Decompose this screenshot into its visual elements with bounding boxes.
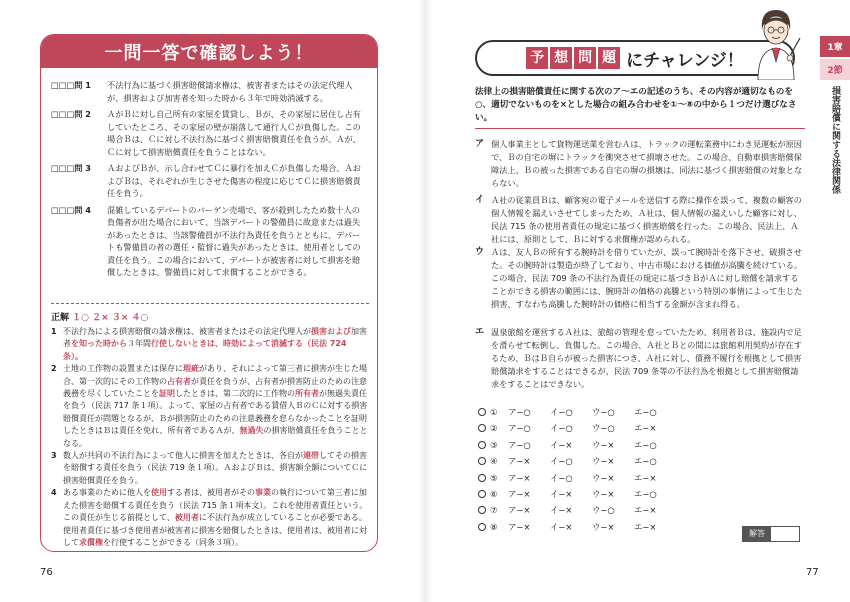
explanation-fragment: してその損害を賠償する責任を負う（民法 719 条１項）。ＡおよびＢは、損害額全額についてＣに損害賠償責任を負う。 bbox=[63, 451, 368, 485]
side-tab bbox=[820, 36, 850, 194]
explanation-list bbox=[51, 326, 369, 549]
radio-circle-icon[interactable] bbox=[478, 490, 486, 498]
choice-a: ア−○ bbox=[508, 407, 531, 417]
answer-label: 正解 bbox=[51, 313, 70, 323]
choice-i: イ−× bbox=[550, 521, 573, 532]
choice-i: イ−○ bbox=[550, 472, 573, 483]
question-intro: 法律上の損害賠償責任に関する次のア〜エの記述のうち、その内容が適切なものを○、適切でないものを×とした場合の組み合わせを①〜⑧の中から１つだけ選びなさい。 bbox=[475, 87, 797, 123]
question-item bbox=[51, 162, 367, 200]
answer-line bbox=[51, 310, 369, 323]
question-text: 混雑しているデパートのバーゲン売場で、客が殺到したため数十人の負傷者が出た場合において、当該デパートの警備員に故意または過失があったときは、当該警備員が不法行為責任を負うとともに、デパートも警備員の者の選任・監督に過失があったときは、使用者としての責任を負う。この場合において、デパートが被害者に対して損害を賠償したときは、警備員に対して求償することができる。 bbox=[107, 204, 361, 277]
quiz-box-header bbox=[41, 35, 377, 71]
key-term: 連帯 bbox=[303, 451, 319, 461]
question-item bbox=[51, 204, 367, 279]
choice-number: ⑧ bbox=[490, 521, 498, 532]
statement-e bbox=[475, 326, 805, 391]
choice-number: ① bbox=[490, 407, 498, 417]
choice-u: ウ−× bbox=[592, 489, 615, 500]
statement-key: イ bbox=[475, 195, 485, 205]
choice-list bbox=[478, 404, 808, 535]
explanation-text bbox=[63, 326, 369, 363]
question-number[interactable]: □□□問 1 bbox=[51, 80, 91, 90]
explanation-fragment: の損害賠償責任を負うこととなる。 bbox=[63, 426, 368, 448]
title-rest: にチャレンジ！ bbox=[626, 50, 744, 71]
page-number-left: 76 bbox=[40, 567, 53, 578]
radio-circle-icon[interactable] bbox=[478, 408, 486, 416]
radio-circle-icon[interactable] bbox=[478, 424, 486, 432]
key-term: 所有者 bbox=[295, 389, 319, 399]
choice-option[interactable] bbox=[478, 404, 808, 420]
explanation-fragment: する者は、被用者がその bbox=[167, 488, 255, 498]
side-tab-section: 2節 bbox=[820, 59, 850, 80]
choice-i: イ−○ bbox=[550, 423, 573, 434]
answer-marks: １○ ２× ３× ４○ bbox=[72, 313, 149, 323]
choice-option[interactable] bbox=[478, 453, 808, 469]
question-list bbox=[41, 71, 377, 279]
side-tab-chapter: 1章 bbox=[820, 36, 850, 57]
page-number-right: 77 bbox=[806, 567, 819, 578]
key-term: 損害 bbox=[311, 327, 327, 336]
choice-number: ⑥ bbox=[490, 489, 498, 500]
key-term: を知った時から bbox=[71, 339, 127, 349]
choice-e: エ−○ bbox=[634, 456, 657, 467]
choice-a: ア−× bbox=[508, 505, 531, 516]
choice-i: イ−× bbox=[550, 439, 573, 450]
explanation-fragment: 土地の工作物の設置または保存に bbox=[63, 364, 183, 374]
key-term: 使用 bbox=[151, 488, 167, 498]
explanation-fragment: お bbox=[327, 327, 335, 336]
choice-option[interactable] bbox=[478, 437, 808, 453]
side-tab-title: 損害賠償に関する法律関係 bbox=[830, 86, 840, 194]
choice-e: エ−× bbox=[634, 423, 657, 434]
challenge-title bbox=[475, 40, 795, 76]
choice-number: ⑤ bbox=[490, 472, 498, 483]
statement-key: ウ bbox=[475, 247, 485, 257]
explanation-text bbox=[63, 487, 369, 549]
explanation-fragment: に不法行為が成立していることが必要である。使用者責任に基づき使用者が被害者に損害を賠償したときは、使用者は、被用者に対して bbox=[63, 513, 367, 547]
choice-i: イ−× bbox=[550, 489, 573, 500]
question-text: ＡがＢに対し自己所有の家屋を賃貸し、Ｂが、その家屋に居住し占有していたところ、その家屋の壁が崩落して通行人Ｃが負傷した。この場合Ｂは、Ｃに対し不法行為に基づく損害賠償責任を負うが、Ａが、Ｃに対して損害賠償責任を負うことはない。 bbox=[107, 109, 361, 157]
choice-i: イ−× bbox=[550, 505, 573, 516]
key-term: 瑕疵 bbox=[183, 364, 199, 374]
choice-u: ウ−× bbox=[592, 456, 615, 467]
answer-box-label: 解答 bbox=[743, 527, 771, 541]
choice-number: ② bbox=[490, 423, 498, 434]
explanation-fragment: 不法行為による損害賠償の請求権は、被害者またはその法定代理人が bbox=[63, 327, 311, 336]
explanation-number: 2 bbox=[51, 364, 57, 374]
choice-e: エ−○ bbox=[634, 407, 657, 417]
quiz-box bbox=[40, 34, 378, 552]
explanation-item bbox=[51, 326, 369, 363]
radio-circle-icon[interactable] bbox=[478, 523, 486, 531]
statement-key: ア bbox=[475, 139, 485, 149]
statement-text: 個人事業主として貨物運送業を営むＡは、トラックの運転業務中にわき見運転が原因で、Ｂの自宅の塀にトラックを衝突させて損壊させた。この場合、自動車損害賠償保障法上、Ｂの被った損害である自宅の塀の損壊は、同法に基づく損害賠償の対象とならない。 bbox=[491, 139, 803, 188]
key-term: 求償権 bbox=[79, 537, 103, 547]
statement-text: Ａ社の従業員Ｂは、顧客宛の電子メールを送信する際に操作を誤って、複数の顧客の個人情報を漏えいさせてしまったため、Ａ社は、個人情報の漏えいした顧客に対し、民法 715 条の使用者責任の規定に基づく損害賠償を行った。この場合、民法上、Ａ社には、原則として、Ｂに対する求償権が認められる。 bbox=[491, 195, 802, 244]
key-term: 占有者 bbox=[167, 376, 191, 386]
explanation-item bbox=[51, 363, 369, 450]
explanation-fragment: が無過失責任を負う（民法 717 条１項）。よって、家屋の占有者である賃借人ＢのＣに対する損害賠償責任が問題となるが、Ｂが損害防止のための注意義務を怠らなかったことを証明したときはＢは責任を免れ、所有者であるＡが、 bbox=[63, 389, 368, 436]
title-box-char: 想 bbox=[550, 47, 572, 69]
choice-e: エ−○ bbox=[634, 439, 657, 450]
choice-number: ④ bbox=[490, 456, 498, 467]
explanation-text bbox=[63, 450, 369, 487]
choice-u: ウ−× bbox=[592, 472, 615, 483]
key-term: 証明 bbox=[159, 389, 175, 399]
explanation-fragment: ある事業のために他人を bbox=[63, 488, 151, 498]
explanation-fragment: があり、それによって第三者に損害が生じた場合、第一次的にその工作物の bbox=[63, 364, 367, 386]
choice-u: ウ−○ bbox=[592, 407, 615, 417]
statement-a bbox=[475, 138, 805, 190]
key-term: 無過失 bbox=[239, 426, 264, 436]
teacher-illustration-icon bbox=[750, 4, 802, 80]
question-item bbox=[51, 108, 367, 158]
statement-key: エ bbox=[475, 327, 485, 337]
title-box-char: 予 bbox=[526, 47, 548, 69]
statement-text: Ａは、友人Ｂの所有する腕時計を借りていたが、誤って腕時計を落下させ、破損させた。その腕時計は製造が終了しており、中古市場における価値が高騰を続けている。この場合、民法 709 条の不法行為責任の規定に基づきＢがＡに対し賠償を請求することができる損害の範囲には、腕時計の価格の高騰という特別の事情によって生じた損害、すなわち高騰した腕時計の価格に相当する金額が含まれ得る。 bbox=[491, 247, 803, 309]
explanation-number: 4 bbox=[51, 488, 57, 498]
explanation-number: 3 bbox=[51, 451, 57, 461]
choice-a: ア−× bbox=[508, 456, 531, 467]
choice-number: ③ bbox=[490, 439, 498, 450]
left-page bbox=[0, 0, 420, 602]
title-box-char: 問 bbox=[574, 47, 596, 69]
choice-option[interactable] bbox=[478, 486, 808, 502]
statement-u bbox=[475, 246, 805, 311]
intro-divider bbox=[475, 128, 805, 129]
radio-circle-icon[interactable] bbox=[478, 441, 486, 449]
radio-circle-icon[interactable] bbox=[478, 474, 486, 482]
answer-box[interactable] bbox=[742, 526, 800, 542]
choice-e: エ−× bbox=[634, 505, 657, 516]
choice-e: エ−○ bbox=[634, 489, 657, 500]
explanation-text bbox=[63, 363, 369, 450]
choice-u: ウ−○ bbox=[592, 505, 615, 516]
quiz-box-title: 一問一答で確認しよう！ bbox=[104, 42, 314, 64]
explanation-fragment: したときは、第二次的に工作物の bbox=[175, 389, 295, 399]
choice-e: エ−× bbox=[634, 472, 657, 483]
question-item bbox=[51, 79, 367, 104]
question-number[interactable]: □□□問 2 bbox=[51, 109, 91, 119]
question-number[interactable]: □□□問 4 bbox=[51, 204, 91, 215]
choice-option[interactable] bbox=[478, 420, 808, 436]
answer-section bbox=[51, 303, 369, 549]
choice-a: ア−○ bbox=[508, 423, 531, 434]
explanation-fragment: ３年間 bbox=[127, 339, 151, 349]
choice-a: ア−× bbox=[508, 472, 531, 483]
choice-a: ア−○ bbox=[508, 439, 531, 450]
key-term: 行使しないときは、時効によって消滅する（民法 724 条）。 bbox=[63, 339, 347, 361]
question-number[interactable]: □□□問 3 bbox=[51, 163, 91, 173]
radio-circle-icon[interactable] bbox=[478, 457, 486, 465]
choice-u: ウ−× bbox=[592, 439, 615, 450]
explanation-item bbox=[51, 450, 369, 487]
explanation-item bbox=[51, 487, 369, 549]
question-text: ＡおよびＢが、示し合わせてＣに暴行を加えＣが負傷した場合、ＡおよびＢは、それぞれが生じさせた傷害の程度に応じてＣに損害賠償責任を負う。 bbox=[107, 163, 361, 198]
choice-u: ウ−○ bbox=[592, 423, 615, 434]
key-term: 被用者 bbox=[174, 513, 199, 523]
choice-option[interactable] bbox=[478, 502, 808, 518]
statement-text: 温泉旅館を運営するＡ社は、旅館の管理を怠っていたため、利用者Ｂは、施設内で足を滑らせて転倒し、負傷した。この場合、Ａ社とＢとの間には旅館利用契約が存在するため、ＢはＢ自らが被った損害につき、Ａ社に対し、債務不履行を根拠として損害賠償請求をすることはできるが、民法 709 条等の不法行為を根拠として損害賠償請求をすることはできない。 bbox=[491, 327, 802, 389]
explanation-number: 1 bbox=[51, 327, 57, 336]
choice-number: ⑦ bbox=[490, 505, 498, 516]
explanation-fragment: 加害者 bbox=[63, 327, 367, 349]
key-term: よび bbox=[335, 327, 351, 336]
statement-i bbox=[475, 194, 805, 246]
radio-circle-icon[interactable] bbox=[478, 506, 486, 514]
choice-i: イ−○ bbox=[550, 456, 573, 467]
key-term: 事業 bbox=[255, 488, 271, 498]
choice-a: ア−× bbox=[508, 489, 531, 500]
choice-e: エ−× bbox=[634, 521, 657, 532]
question-text: 不法行為に基づく損害賠償請求権は、被害者またはその法定代理人が、損害および加害者を知った時から３年で時効消滅する。 bbox=[107, 80, 353, 103]
choice-u: ウ−× bbox=[592, 521, 615, 532]
explanation-fragment: が責任を負うが、占有者が損害防止のための注意義務を尽くしていたことを bbox=[63, 376, 367, 399]
explanation-fragment: 数人が共同の不法行為によって他人に損害を加えたときは、各自が bbox=[63, 451, 303, 461]
choice-option[interactable] bbox=[478, 470, 808, 486]
right-page bbox=[430, 0, 850, 602]
title-box-char: 題 bbox=[598, 47, 620, 69]
explanation-fragment: の執行について第三者に加えた損害を賠償する責任を負う（民法 715 条１項本文）。これを使用者責任という。この責任が生じる前提として、 bbox=[63, 488, 368, 523]
choice-a: ア−× bbox=[508, 521, 531, 532]
choice-i: イ−○ bbox=[550, 407, 573, 417]
explanation-fragment: を行使することができる（同条３項）。 bbox=[103, 537, 243, 547]
